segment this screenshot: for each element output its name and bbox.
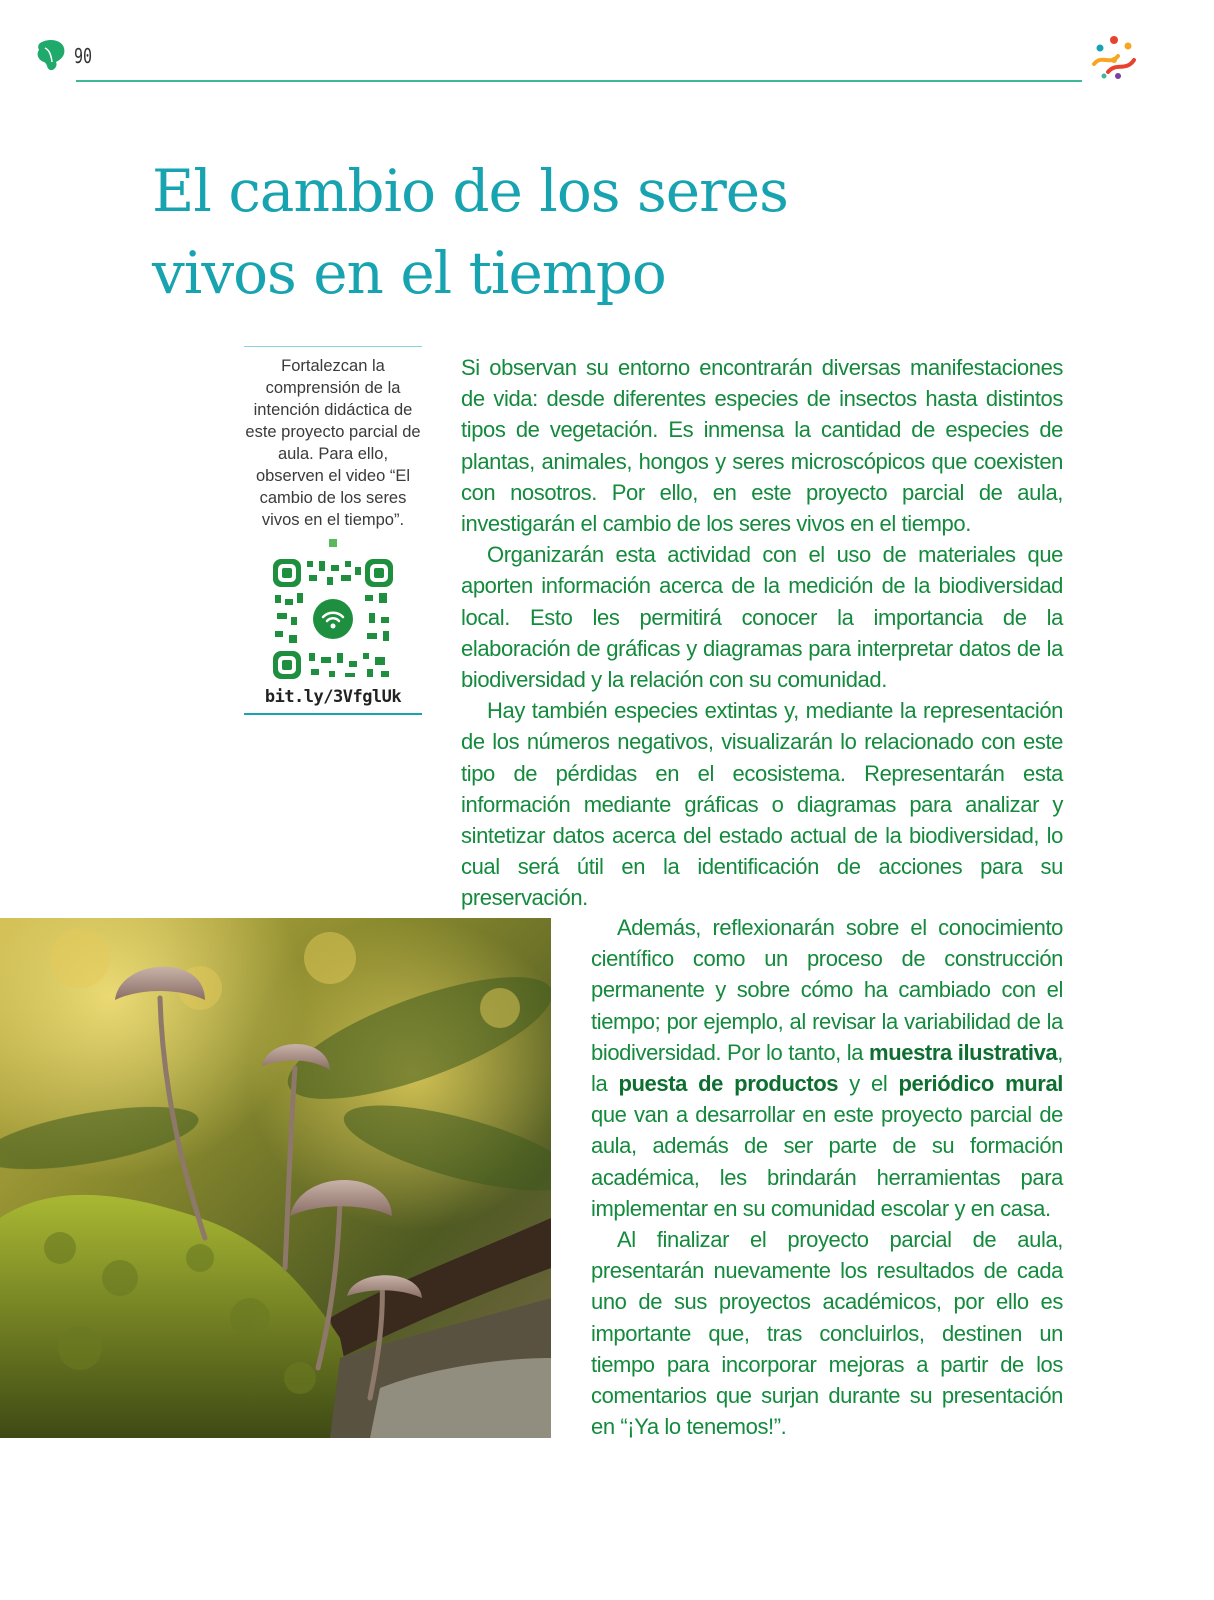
- term-puesta-de-productos: puesta de productos: [618, 1071, 839, 1097]
- paragraph-4-text-d: y el: [838, 1071, 899, 1097]
- green-leaf-icon: [36, 38, 66, 72]
- paragraph-3: Hay también especies extintas y, mediante la representación de los números negativos, visualizarán lo relacionado con este tipo de pérdidas en el ecosistema. Representarán esta información mediante gráficas o diagramas para analizar y sintetizar datos acerca del estado actual de la biodiversidad, lo cual será útil en la identificación de acciones para su preservación.: [461, 698, 1063, 911]
- page-title: [152, 150, 852, 314]
- paragraph-2: Organizarán esta actividad con el uso de materiales que aporten información acerca de la medición de la biodiversidad local. Esto les permitirá conocer la importancia de la elaboración de gráficas y diagramas para interpretar datos de la biodiversidad y la relación con su comunidad.: [461, 542, 1063, 693]
- qr-short-link[interactable]: bit.ly/3VfglUk: [264, 687, 402, 707]
- paragraph-4-text-c: , la: [591, 1039, 1063, 1097]
- green-bullet: [329, 539, 337, 547]
- mushrooms-on-moss-photo: [0, 918, 551, 1438]
- secondary-text-column: [591, 912, 1063, 1442]
- term-muestra-ilustrativa: muestra ilustrativa: [869, 1039, 1058, 1065]
- paragraph-4: [591, 912, 1063, 1224]
- header-rule: [76, 80, 1082, 82]
- title-line-2: vivos en el tiempo: [152, 239, 666, 307]
- paragraph-1: Si observan su entorno encontrarán diversas manifestaciones de vida: desde diferentes especies de insectos hasta distintos tipos de vegetación. Es inmensa la cantidad de especies de plantas, animales, hongos y seres microscópicos que coexisten con nosotros. Por ello, en este proyecto parcial de aula, investigarán el cambio de los seres vivos en el tiempo.: [461, 355, 1063, 537]
- term-periodico-mural: periódico mural: [898, 1071, 1063, 1097]
- qr-code-icon[interactable]: [271, 557, 395, 681]
- sidebar-text: Fortalezcan la comprensión de la intención didáctica de este proyecto parcial de aula. Para ello, observen el video “El cambio de los seres vivos en el tiempo”.: [245, 357, 421, 529]
- title-line-1: El cambio de los seres: [152, 157, 788, 225]
- paragraph-5: Al finalizar el proyecto parcial de aula, presentarán nuevamente los resultados de cada uno de sus proyectos académicos, por ello es importante que, tras concluirlos, destinen un tiempo para incorporar mejoras a partir de los comentarios que surjan durante su presentación en “¡Ya lo tenemos!”.: [591, 1227, 1063, 1440]
- paragraph-4-text-e: que van a desarrollar en este proyecto parcial de aula, además de ser parte de su formación académica, les brindarán herramientas para implementar en su comunidad escolar y en casa.: [591, 1102, 1063, 1221]
- page-number: 90: [74, 44, 93, 68]
- sidebar-bottom-rule: [244, 713, 422, 715]
- colorful-community-logo-icon: [1088, 32, 1140, 84]
- video-sidebar: [244, 346, 422, 715]
- main-text-column: [461, 352, 1063, 914]
- paragraph-4-text-a: Además, reflexionarán sobre el conocimiento científico como un proceso de construcción permanente y sobre cómo ha cambiado con el tiempo; por ejemplo, al revisar la variabilidad de la biodiversidad. Por lo tanto, la: [591, 915, 1063, 1065]
